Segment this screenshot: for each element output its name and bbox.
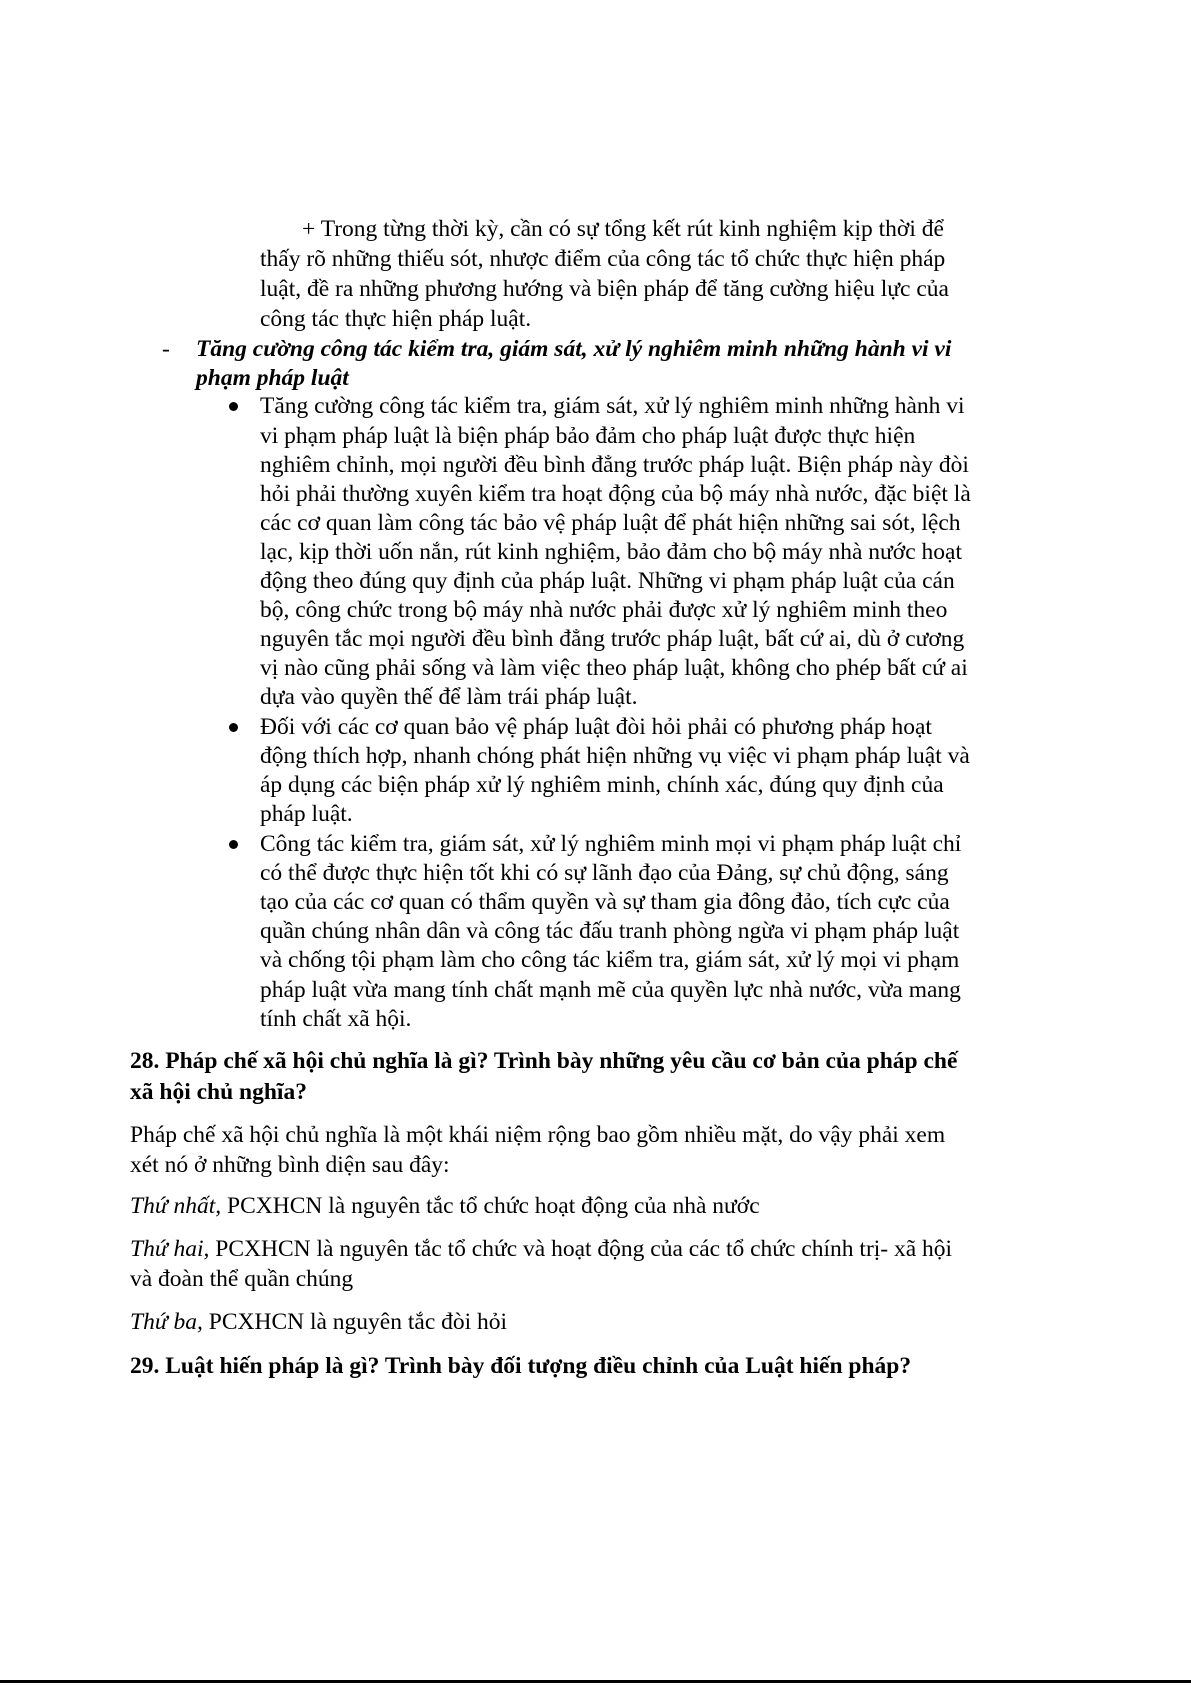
second-point-cont: và đoàn thể quần chúng [130, 1266, 354, 1292]
q28-intro-line: Pháp chế xã hội chủ nghĩa là một khái niệm rộng bao gồm nhiều mặt, do vậy phải xem [130, 1122, 946, 1148]
question-28-heading: xã hội chủ nghĩa? [130, 1079, 307, 1105]
bullet-dot [229, 723, 238, 732]
second-text: PCXHCN là nguyên tắc tổ chức và hoạt động của các tổ chức chính trị- xã hội [209, 1236, 953, 1262]
question-29-heading: 29. Luật hiến pháp là gì? Trình bày đối tượng điều chỉnh của Luật hiến pháp? [130, 1353, 912, 1379]
third-label: Thứ ba, [130, 1309, 203, 1335]
dash-marker: - [162, 336, 170, 362]
bullet-text-line: pháp luật. [260, 801, 353, 827]
bullet-text-line: nguyên tắc mọi người đều bình đẳng trước pháp luật, bất cứ ai, dù ở cương [260, 626, 965, 652]
section-heading: Tăng cường công tác kiểm tra, giám sát, xử lý nghiêm minh những hành vi vi [196, 336, 952, 362]
plus-paragraph-line: luật, đề ra những phương hướng và biện pháp để tăng cường hiệu lực của [260, 276, 949, 302]
first-label: Thứ nhất, [130, 1193, 222, 1219]
second-label: Thứ hai, [130, 1236, 210, 1262]
question-28-heading: 28. Pháp chế xã hội chủ nghĩa là gì? Trình bày những yêu cầu cơ bản của pháp chế [130, 1048, 958, 1074]
bullet-text-line: dựa vào quyền thế để làm trái pháp luật. [260, 684, 638, 710]
bullet-text-line: pháp luật vừa mang tính chất mạnh mẽ của quyền lực nhà nước, vừa mang [260, 977, 961, 1003]
bullet-dot [229, 840, 238, 849]
bullet-text-line: bộ, công chức trong bộ máy nhà nước phải được xử lý nghiêm minh theo [260, 597, 948, 623]
bullet-text-line: lạc, kịp thời uốn nắn, rút kinh nghiệm, bảo đảm cho bộ máy nhà nước hoạt [260, 539, 962, 565]
bullet-text-line: vị nào cũng phải sống và làm việc theo pháp luật, không cho phép bất cứ ai [260, 655, 968, 681]
bullet-text-line: áp dụng các biện pháp xử lý nghiêm minh, chính xác, đúng quy định của [260, 772, 944, 798]
bullet-text-line: Tăng cường công tác kiểm tra, giám sát, xử lý nghiêm minh những hành vi [260, 393, 965, 419]
bullet-text-line: có thể được thực hiện tốt khi có sự lãnh đạo của Đảng, sự chủ động, sáng [260, 860, 949, 886]
bullet-text-line: Đối với các cơ quan bảo vệ pháp luật đòi hỏi phải có phương pháp hoạt [260, 714, 932, 740]
bullet-text-line: vi phạm pháp luật là biện pháp bảo đảm cho pháp luật được thực hiện [260, 423, 916, 449]
plus-paragraph-line: thấy rõ những thiếu sót, nhược điểm của công tác tổ chức thực hiện pháp [260, 246, 946, 272]
bullet-text-line: tính chất xã hội. [260, 1006, 412, 1032]
plus-paragraph-line: công tác thực hiện pháp luật. [260, 306, 532, 332]
bullet-text-line: Công tác kiểm tra, giám sát, xử lý nghiêm minh mọi vi phạm pháp luật chỉ [260, 831, 962, 857]
bullet-dot [229, 402, 238, 411]
bullet-text-line: và chống tội phạm làm cho công tác kiểm tra, giám sát, xử lý mọi vi phạm [260, 947, 960, 973]
bottom-divider [0, 1680, 1191, 1683]
bullet-text-line: động theo đúng quy định của pháp luật. Những vi phạm pháp luật của cán [260, 568, 955, 594]
bullet-text-line: quần chúng nhân dân và công tác đấu tranh phòng ngừa vi phạm pháp luật [260, 918, 960, 944]
second-point [130, 1234, 952, 1265]
third-point [130, 1307, 507, 1338]
first-text: PCXHCN là nguyên tắc tổ chức hoạt động của nhà nước [221, 1193, 760, 1219]
third-text: PCXHCN là nguyên tắc đòi hỏi [202, 1309, 508, 1335]
bullet-text-line: động thích hợp, nhanh chóng phát hiện những vụ việc vi phạm pháp luật và [260, 743, 970, 769]
bullet-text-line: các cơ quan làm công tác bảo vệ pháp luật để phát hiện những sai sót, lệch [260, 510, 961, 536]
first-point [130, 1191, 760, 1222]
plus-paragraph-line: + Trong từng thời kỳ, cần có sự tổng kết rút kinh nghiệm kịp thời để [302, 216, 944, 242]
bullet-text-line: tạo của các cơ quan có thẩm quyền và sự tham gia đông đảo, tích cực của [260, 889, 950, 915]
section-heading: phạm pháp luật [196, 365, 349, 391]
bullet-text-line: hỏi phải thường xuyên kiểm tra hoạt động của bộ máy nhà nước, đặc biệt là [260, 481, 971, 507]
q28-intro-line: xét nó ở những bình diện sau đây: [130, 1152, 450, 1178]
bullet-text-line: nghiêm chỉnh, mọi người đều bình đẳng trước pháp luật. Biện pháp này đòi [260, 452, 969, 478]
